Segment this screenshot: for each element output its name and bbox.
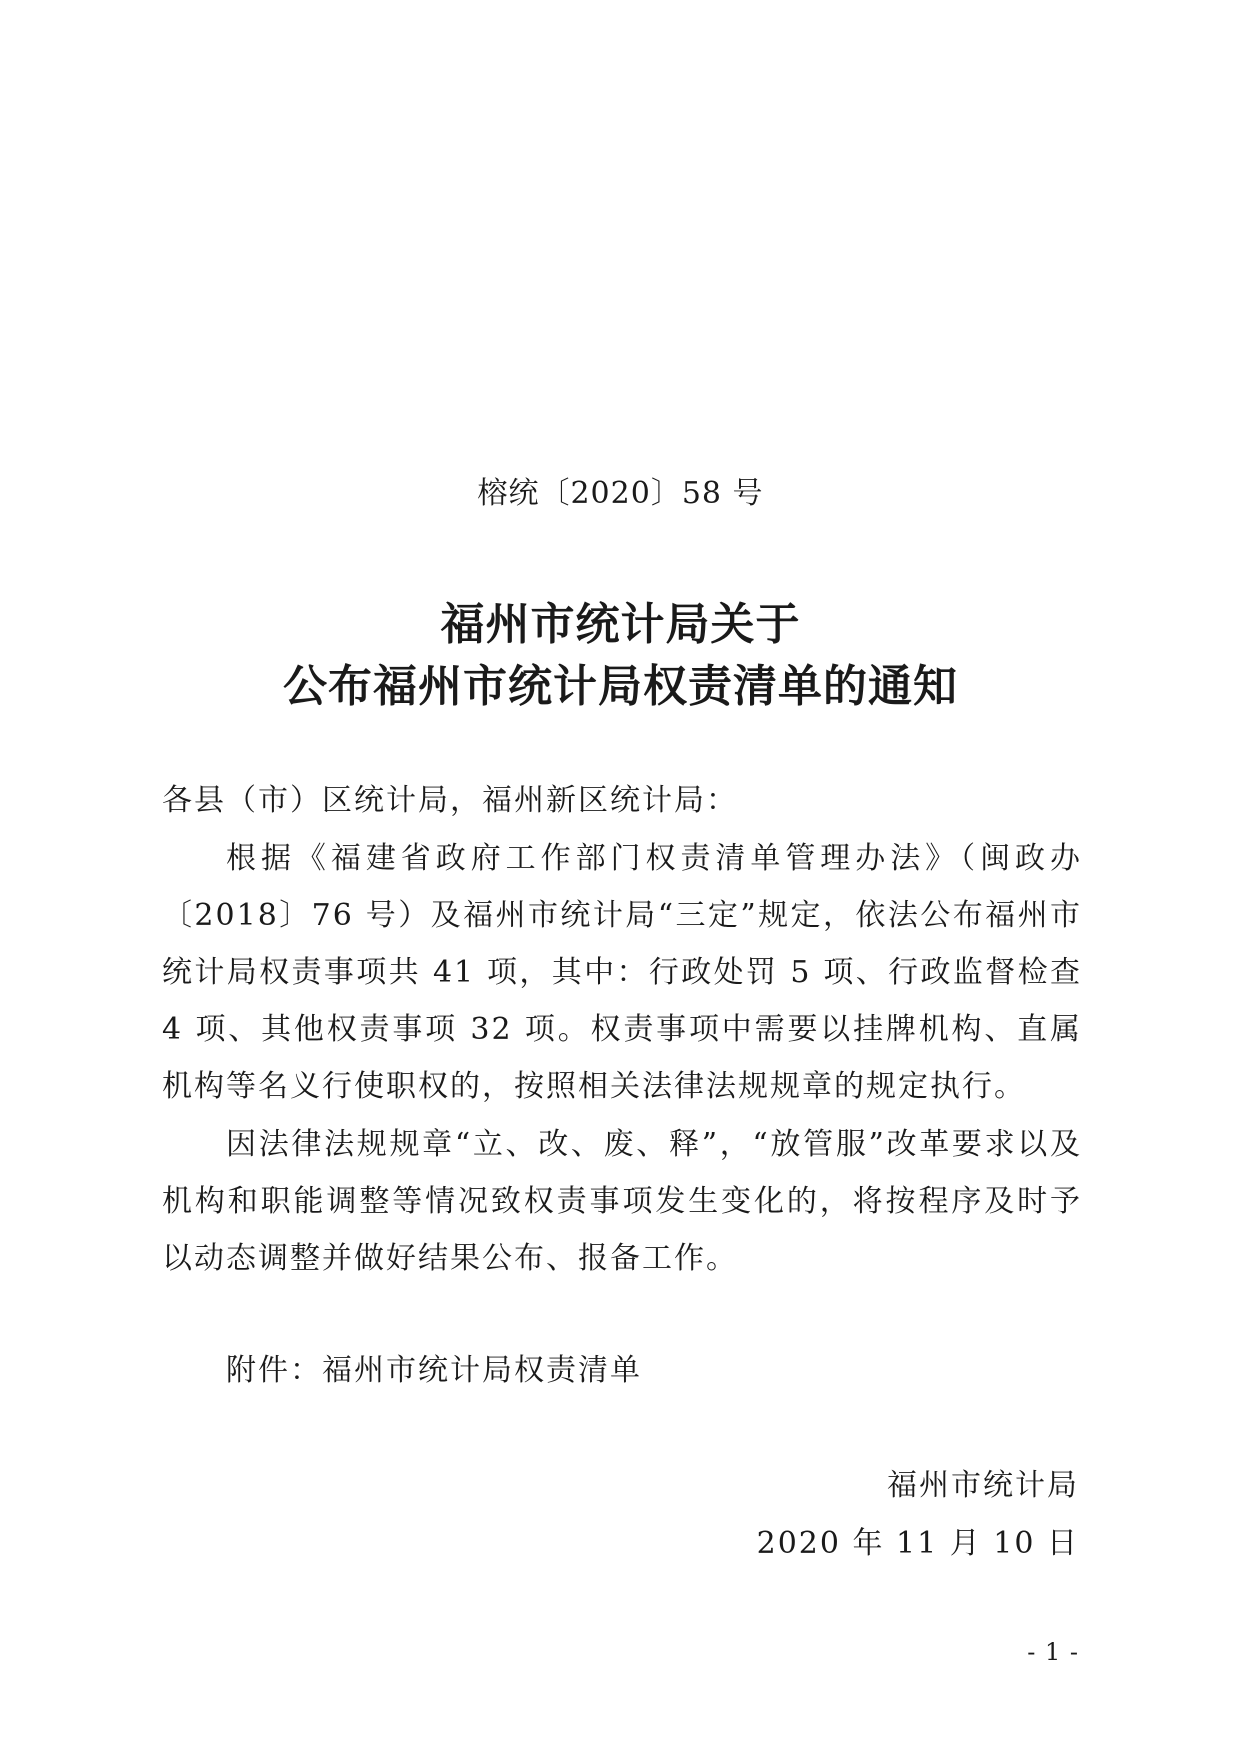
- document-title-line-2: 公布福州市统计局权责清单的通知: [283, 661, 958, 712]
- salutation: 各县（市）区统计局，福州新区统计局：: [162, 783, 738, 818]
- document-title-line-1: 福州市统计局关于: [440, 599, 801, 650]
- document-number: 榕统〔2020〕58 号: [477, 476, 764, 511]
- page-number: - 1 -: [1027, 1638, 1079, 1666]
- body-paragraph-2: 因法律法规规章“立、改、废、释”，“放管服”改革要求以及机构和职能调整等情况致权责事项发生变化的，将按程序及时予以动态调整并做好结果公布、报备工作。: [162, 1127, 1082, 1276]
- attachment-note: 附件：福州市统计局权责清单: [226, 1353, 642, 1388]
- signing-date: 2020 年 11 月 10 日: [756, 1526, 1079, 1561]
- body-paragraph-1: 根据《福建省政府工作部门权责清单管理办法》（闽政办〔2018〕76 号）及福州市统计局“三定”规定，依法公布福州市统计局权责事项共 41 项，其中：行政处罚 5 项、行政监督检查 4 项、其他权责事项 32 项。权责事项中需要以挂牌机构、直属机构等名义行使职权的，按照相关法律法规规章的规定执行。: [162, 841, 1082, 1104]
- signing-organization: 福州市统计局: [887, 1468, 1079, 1503]
